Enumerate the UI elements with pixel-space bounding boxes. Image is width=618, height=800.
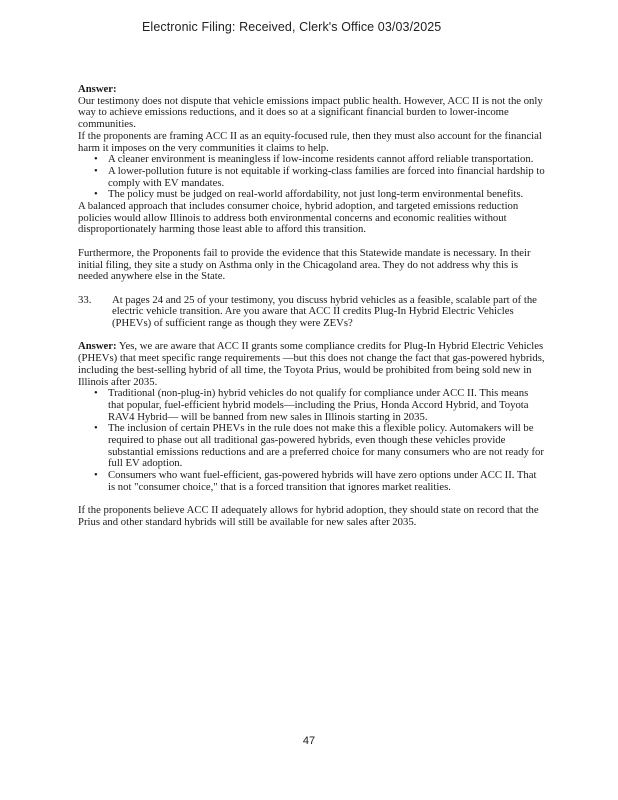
list-item: • Consumers who want fuel-efficient, gas-powered hybrids will have zero options under ACC II. That is not "consumer choice," that is a forced transition that ignores market realities. <box>78 470 546 493</box>
answer-label: Answer: <box>78 340 117 353</box>
list-item: • A lower-pollution future is not equitable if working-class families are forced into financial hardship to comply with EV mandates. <box>78 166 546 189</box>
answer-text: Yes, we are aware that ACC II grants some compliance credits for Plug-In Hybrid Electric Vehicles (PHEVs) that meet specific range requirements —but this does not change the fact that gas-powered hybrids, including the best-selling hybrid of all time, the Toyota Prius, would be prohibited from being sold new in Illinois after 2035. <box>78 340 545 388</box>
question-number: 33. <box>78 293 92 306</box>
answer-label: Answer: <box>78 83 117 95</box>
question-text: At pages 24 and 25 of your testimony, you discuss hybrid vehicles as a feasible, scalable part of the electric vehicle transition. Are you aware that ACC II credits Plug-In Hybrid Electric Vehicles (PHEVs) of sufficient range as though they were ZEVs? <box>112 293 537 330</box>
bullet-list <box>78 388 546 493</box>
list-item: • Traditional (non-plug-in) hybrid vehicles do not qualify for compliance under ACC II. This means that popular, fuel-efficient hybrid models—including the Prius, Honda Accord Hybrid, and Toyota RAV4 Hybrid— will be banned from new sales in Illinois starting in 2035. <box>78 388 546 423</box>
document-body <box>78 84 546 529</box>
paragraph: A balanced approach that includes consumer choice, hybrid adoption, and targeted emissions reduction policies would allow Illinois to address both environmental concerns and economic realities without disproportionately harming those least able to afford this transition. <box>78 200 519 236</box>
list-item: • The inclusion of certain PHEVs in the rule does not make this a flexible policy. Automakers will be required to phase out all traditional gas-powered hybrids, even though these vehicles provide substantial emissions reductions and are a preferred choice for many consumers who are not ready for full EV adoption. <box>78 423 546 470</box>
page-number: 47 <box>302 735 316 747</box>
paragraph <box>78 341 546 388</box>
list-item: • The policy must be judged on real-world affordability, not just long-term environmental benefits. <box>78 189 546 201</box>
paragraph: If the proponents believe ACC II adequately allows for hybrid adoption, they should state on record that the Prius and other standard hybrids will still be available for new sales after 2035. <box>78 504 539 528</box>
list-item: • A cleaner environment is meaningless if low-income residents cannot afford reliable transportation. <box>78 154 546 166</box>
paragraph: Furthermore, the Proponents fail to provide the evidence that this Statewide mandate is necessary. In their initial filing, they site a study on Asthma only in the Chicagoland area. They do not address why this is needed anywhere else in the State. <box>78 246 531 283</box>
question <box>78 295 546 330</box>
paragraph: If the proponents are framing ACC II as an equity-focused rule, then they must also account for the financial harm it imposes on the very communities it claims to help. <box>78 129 542 154</box>
bullet-list <box>78 154 546 201</box>
filing-stamp-header: Electronic Filing: Received, Clerk's Office 03/03/2025 <box>142 20 442 34</box>
paragraph: Our testimony does not dispute that vehicle emissions impact public health. However, ACC II is not the only way to achieve emissions reductions, and it does so at a significant financial burden to lower-income communities. <box>78 94 543 131</box>
